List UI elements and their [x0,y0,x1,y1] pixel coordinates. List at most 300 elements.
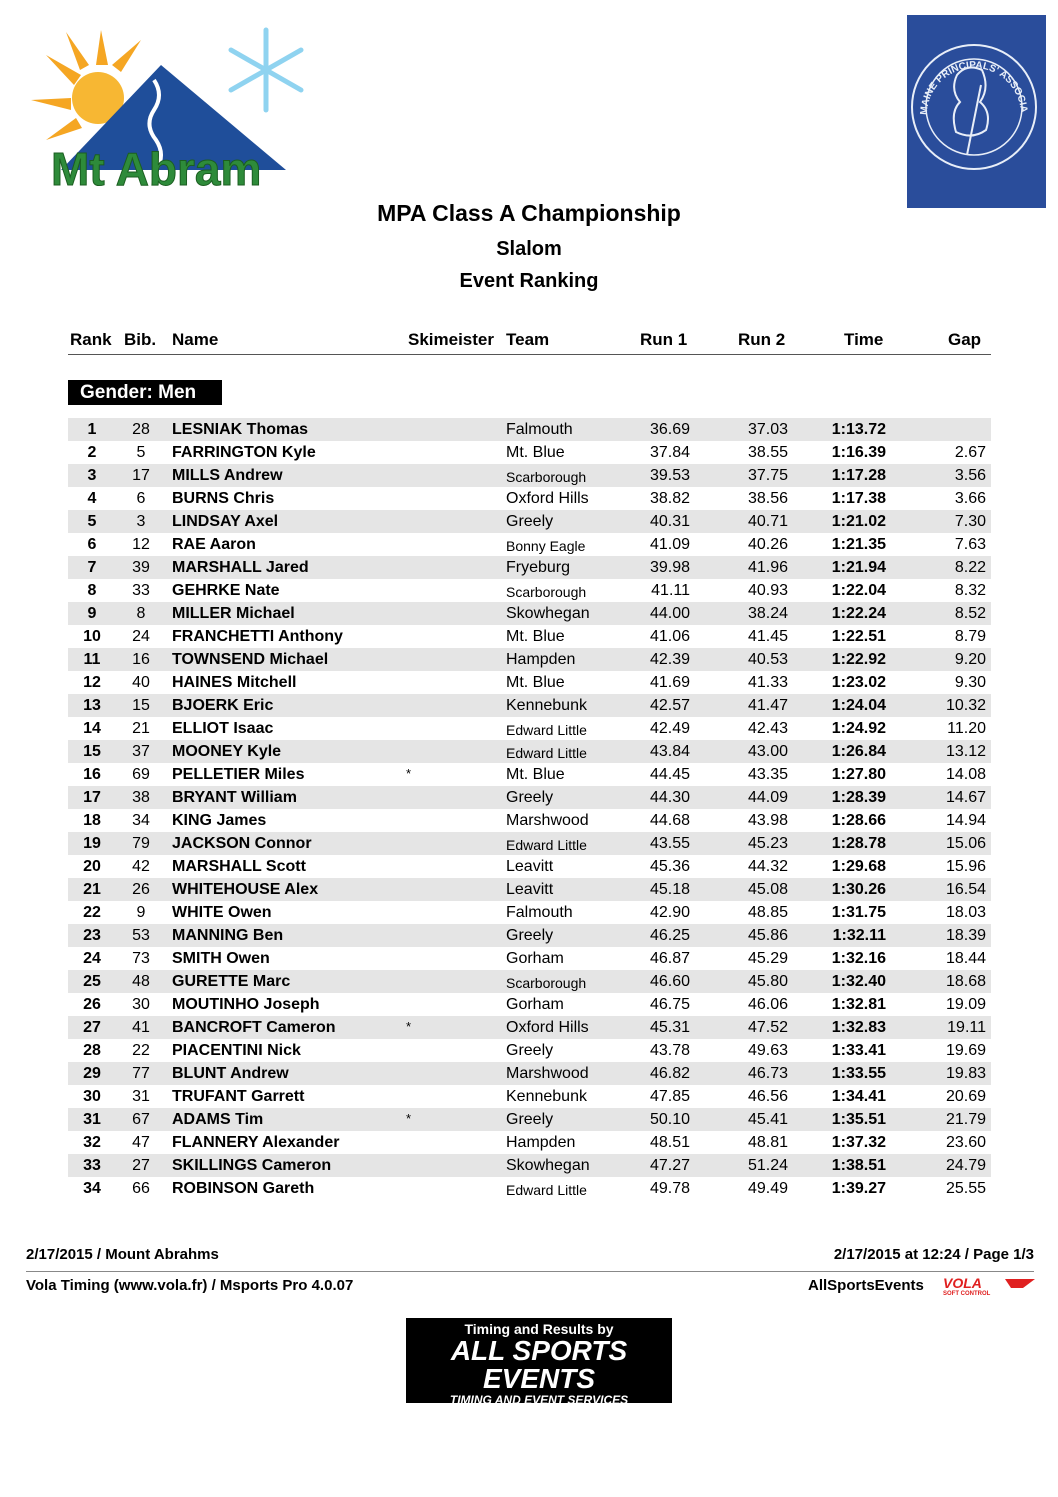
run1-cell: 44.68 [649,812,690,829]
table-row [68,487,991,510]
rank-cell: 1 [87,421,97,438]
table-row [68,786,991,809]
rank-cell: 15 [83,743,101,760]
team-cell: Scarborough [506,469,587,485]
header-name: Name [172,330,219,349]
bib-cell: 12 [132,536,150,553]
time-cell: 1:32.11 [832,927,886,944]
gap-cell: 8.32 [954,582,986,599]
table-row [68,625,991,648]
run1-cell: 46.87 [649,950,690,967]
run1-cell: 46.82 [649,1065,690,1082]
run1-cell: 44.30 [649,789,690,806]
table-row [68,1108,991,1131]
team-cell: Fryeburg [506,559,571,576]
run1-cell: 39.98 [649,559,690,576]
team-cell: Scarborough [506,975,587,991]
table-row [68,878,991,901]
time-cell: 1:17.38 [831,490,886,507]
run1-cell: 40.31 [649,513,690,530]
gap-cell: 19.69 [945,1042,986,1059]
run1-cell: 46.75 [649,996,690,1013]
bib-cell: 53 [132,927,150,944]
table-row [68,763,991,786]
mpa-seal-logo [907,15,1046,208]
footer-date-location: 2/17/2015 / Mount Abrahms [26,1246,219,1263]
gap-cell: 19.11 [947,1019,986,1036]
run1-cell: 47.27 [649,1157,690,1174]
team-cell: Leavitt [506,881,554,898]
rank-cell: 2 [87,444,97,461]
bib-cell: 28 [132,421,150,438]
table-row [68,441,991,464]
gap-cell: 19.83 [945,1065,986,1082]
name-cell: BRYANT William [172,789,297,806]
team-cell: Greely [506,789,554,806]
bib-cell: 40 [132,674,150,691]
bib-cell: 9 [136,904,146,921]
team-cell: Kennebunk [506,1088,587,1105]
table-row [68,1062,991,1085]
name-cell: LINDSAY Axel [172,513,279,530]
gap-cell: 20.69 [945,1088,986,1105]
name-cell: FARRINGTON Kyle [172,444,316,461]
team-cell: Leavitt [506,858,554,875]
run1-cell: 45.36 [649,858,690,875]
rank-cell: 17 [83,789,101,806]
bib-cell: 21 [132,720,150,737]
team-cell: Skowhegan [506,1157,590,1174]
header-gap: Gap [948,330,982,349]
run2-cell: 41.45 [747,628,788,645]
bib-cell: 39 [132,559,150,576]
team-cell: Edward Little [506,722,587,738]
table-row [68,1016,991,1039]
run1-cell: 43.78 [649,1042,690,1059]
time-cell: 1:28.78 [831,835,886,852]
run2-cell: 49.49 [747,1180,788,1197]
table-row [68,648,991,671]
rank-cell: 23 [83,927,101,944]
gap-cell: 21.79 [945,1111,986,1128]
run2-cell: 40.53 [747,651,788,668]
bib-cell: 31 [132,1088,150,1105]
run1-cell: 45.31 [649,1019,690,1036]
bib-cell: 79 [132,835,150,852]
team-cell: Skowhegan [506,605,590,622]
gap-cell: 14.08 [945,766,986,783]
rank-cell: 24 [83,950,101,967]
gap-cell: 18.44 [945,950,986,967]
team-cell: Marshwood [506,812,589,829]
rank-cell: 27 [83,1019,101,1036]
team-cell: Greely [506,927,554,944]
bib-cell: 73 [132,950,150,967]
gap-cell: 7.63 [954,536,986,553]
run2-cell: 48.85 [747,904,788,921]
run1-cell: 44.45 [649,766,690,783]
rank-cell: 31 [83,1111,101,1128]
gap-cell: 25.55 [945,1180,986,1197]
run1-cell: 45.18 [649,881,690,898]
run1-cell: 36.69 [649,421,690,438]
table-row [68,418,991,441]
run1-cell: 43.84 [649,743,690,760]
table-row [68,717,991,740]
run2-cell: 38.24 [747,605,788,622]
gap-cell: 19.09 [945,996,986,1013]
run1-cell: 42.57 [649,697,690,714]
rank-cell: 26 [83,996,101,1013]
run2-cell: 51.24 [747,1157,788,1174]
gap-cell: 24.79 [945,1157,986,1174]
time-cell: 1:30.26 [831,881,886,898]
rank-cell: 8 [87,582,97,599]
gap-cell: 14.94 [945,812,986,829]
time-cell: 1:32.40 [831,973,886,990]
run2-cell: 45.08 [747,881,788,898]
time-cell: 1:22.51 [831,628,886,645]
run1-cell: 37.84 [649,444,690,461]
footer-printed-page: 2/17/2015 at 12:24 / Page 1/3 [833,1246,1034,1263]
run2-cell: 40.26 [747,536,788,553]
rank-cell: 11 [83,651,101,668]
name-cell: WHITE Owen [172,904,272,921]
gap-cell: 13.12 [945,743,986,760]
team-cell: Oxford Hills [506,1019,589,1036]
run1-cell: 43.55 [649,835,690,852]
rank-cell: 3 [87,467,97,484]
event-title: MPA Class A Championship [377,200,681,226]
name-cell: BLUNT Andrew [172,1065,289,1082]
run2-cell: 45.86 [747,927,788,944]
rank-cell: 10 [83,628,101,645]
bib-cell: 15 [132,697,150,714]
gap-cell: 11.20 [947,720,986,737]
vola-logo [943,1276,1035,1296]
time-cell: 1:32.83 [831,1019,886,1036]
run1-cell: 46.25 [649,927,690,944]
discipline-title: Slalom [496,238,562,260]
team-cell: Mt. Blue [506,674,565,691]
table-row [68,533,991,556]
bib-cell: 24 [132,628,150,645]
time-cell: 1:27.80 [831,766,886,783]
header-bib: Bib. [124,330,157,349]
table-row [68,1154,991,1177]
bib-cell: 38 [132,789,150,806]
time-cell: 1:26.84 [831,743,886,760]
name-cell: PIACENTINI Nick [172,1042,301,1059]
name-cell: MARSHALL Scott [172,858,306,875]
table-row [68,832,991,855]
name-cell: LESNIAK Thomas [172,421,309,438]
table-row [68,556,991,579]
name-cell: WHITEHOUSE Alex [172,881,319,898]
table-row [68,464,991,487]
run1-cell: 47.85 [649,1088,690,1105]
skimeister-cell: * [406,1111,412,1126]
header-run2: Run 2 [738,330,786,349]
rank-cell: 22 [83,904,101,921]
run1-cell: 41.06 [649,628,690,645]
gap-cell: 23.60 [945,1134,986,1151]
rank-cell: 29 [83,1065,101,1082]
rank-cell: 25 [83,973,101,990]
bib-cell: 42 [132,858,150,875]
rank-cell: 28 [83,1042,101,1059]
report-title: Event Ranking [459,270,599,292]
run1-cell: 41.69 [649,674,690,691]
run2-cell: 47.52 [747,1019,788,1036]
gap-cell: 8.52 [954,605,986,622]
time-cell: 1:39.27 [831,1180,886,1197]
run2-cell: 43.98 [747,812,788,829]
name-cell: PELLETIER Miles [172,766,305,783]
gap-cell: 7.30 [954,513,986,530]
rank-cell: 19 [83,835,101,852]
gap-cell: 18.68 [945,973,986,990]
team-cell: Mt. Blue [506,766,565,783]
run1-cell: 41.09 [649,536,690,553]
team-cell: Gorham [506,950,564,967]
time-cell: 1:35.51 [831,1111,886,1128]
name-cell: ELLIOT Isaac [172,720,274,737]
allsportsevents-banner [406,1318,672,1422]
table-row [68,901,991,924]
rank-cell: 21 [83,881,101,898]
run1-cell: 44.00 [649,605,690,622]
gap-cell: 8.22 [954,559,986,576]
time-cell: 1:21.35 [831,536,886,553]
name-cell: MOUTINHO Joseph [172,996,320,1013]
team-cell: Edward Little [506,1182,587,1198]
footer-company: AllSportsEvents [808,1277,924,1294]
bib-cell: 34 [132,812,150,829]
team-cell: Greely [506,513,554,530]
svg-text:VOLA: VOLA [943,1276,982,1291]
run1-cell: 50.10 [649,1111,690,1128]
run1-cell: 42.49 [649,720,690,737]
time-cell: 1:22.04 [831,582,886,599]
gap-cell: 18.39 [945,927,986,944]
table-row [68,855,991,878]
footer-software: Vola Timing (www.vola.fr) / Msports Pro 4.0.07 [26,1277,354,1294]
run2-cell: 40.71 [747,513,788,530]
banner-url: www.allsportsevents.com [459,1407,619,1422]
table-header [68,326,991,355]
table-row [68,1039,991,1062]
gap-cell: 3.56 [954,467,986,484]
rank-cell: 14 [83,720,101,737]
team-cell: Marshwood [506,1065,589,1082]
time-cell: 1:23.02 [831,674,886,691]
rank-cell: 33 [83,1157,101,1174]
name-cell: HAINES Mitchell [172,674,297,691]
time-cell: 1:32.81 [831,996,886,1013]
gap-cell: 3.66 [954,490,986,507]
bib-cell: 5 [136,444,146,461]
team-cell: Greely [506,1042,554,1059]
name-cell: MANNING Ben [172,927,284,944]
rank-cell: 34 [83,1180,101,1197]
bib-cell: 30 [132,996,150,1013]
table-row [68,510,991,533]
bib-cell: 16 [132,651,150,668]
name-cell: BANCROFT Cameron [172,1019,336,1036]
run1-cell: 41.11 [651,582,690,599]
bib-cell: 33 [132,582,150,599]
mt-abram-logo [26,20,326,200]
name-cell: RAE Aaron [172,536,256,553]
run2-cell: 45.23 [747,835,788,852]
gap-cell: 9.30 [954,674,986,691]
bib-cell: 26 [132,881,150,898]
run2-cell: 37.75 [747,467,788,484]
header-run1: Run 1 [640,330,688,349]
name-cell: BJOERK Eric [172,697,274,714]
run2-cell: 41.33 [747,674,788,691]
team-cell: Edward Little [506,837,587,853]
name-cell: ROBINSON Gareth [172,1180,315,1197]
team-cell: Edward Little [506,745,587,761]
table-row [68,1131,991,1154]
run1-cell: 49.78 [649,1180,690,1197]
table-row [68,809,991,832]
bib-cell: 37 [132,743,150,760]
team-cell: Hampden [506,1134,576,1151]
bib-cell: 3 [136,513,146,530]
time-cell: 1:34.41 [831,1088,886,1105]
team-cell: Oxford Hills [506,490,589,507]
team-cell: Scarborough [506,584,587,600]
name-cell: MARSHALL Jared [172,559,309,576]
gap-cell: 16.54 [945,881,986,898]
team-cell: Mt. Blue [506,444,565,461]
team-cell: Kennebunk [506,697,587,714]
header-rank: Rank [70,330,112,349]
run2-cell: 45.80 [747,973,788,990]
skimeister-cell: * [406,766,412,781]
table-row [68,924,991,947]
snowflake-icon [231,30,301,110]
rank-cell: 20 [83,858,101,875]
run2-cell: 49.63 [747,1042,788,1059]
gap-cell: 8.79 [954,628,986,645]
run1-cell: 42.39 [649,651,690,668]
rank-cell: 6 [87,536,97,553]
bib-cell: 47 [132,1134,150,1151]
bib-cell: 66 [132,1180,150,1197]
time-cell: 1:33.41 [831,1042,886,1059]
team-cell: Mt. Blue [506,628,565,645]
svg-text:Mt Abram: Mt Abram [51,143,262,195]
name-cell: JACKSON Connor [172,835,312,852]
team-cell: Bonny Eagle [506,538,586,554]
table-row [68,579,991,602]
rank-cell: 4 [87,490,97,507]
table-row [68,694,991,717]
run2-cell: 41.47 [747,697,788,714]
gap-cell: 15.06 [945,835,986,852]
results-table [68,418,991,1200]
time-cell: 1:37.32 [831,1134,886,1151]
table-row [68,1177,991,1200]
bib-cell: 22 [132,1042,150,1059]
header-team: Team [506,330,550,349]
skimeister-cell: * [406,1019,412,1034]
run2-cell: 38.55 [747,444,788,461]
rank-cell: 32 [83,1134,101,1151]
svg-text:SOFT CONTROL: SOFT CONTROL [943,1291,991,1296]
time-cell: 1:21.94 [831,559,886,576]
run1-cell: 46.60 [649,973,690,990]
rank-cell: 16 [83,766,101,783]
run2-cell: 40.93 [747,582,788,599]
rank-cell: 9 [87,605,97,622]
name-cell: SKILLINGS Cameron [172,1157,332,1174]
rank-cell: 18 [83,812,101,829]
team-cell: Greely [506,1111,554,1128]
bib-cell: 67 [132,1111,150,1128]
bib-cell: 48 [132,973,150,990]
run2-cell: 42.43 [747,720,788,737]
name-cell: TOWNSEND Michael [172,651,329,668]
table-row [68,671,991,694]
table-row [68,1085,991,1108]
name-cell: SMITH Owen [172,950,270,967]
run1-cell: 39.53 [649,467,690,484]
gap-cell: 14.67 [945,789,986,806]
header-skimeister: Skimeister [408,330,494,349]
run1-cell: 38.82 [649,490,690,507]
run2-cell: 44.32 [747,858,788,875]
bib-cell: 69 [132,766,150,783]
name-cell: GURETTE Marc [172,973,291,990]
time-cell: 1:24.04 [831,697,886,714]
name-cell: MILLER Michael [172,605,295,622]
team-cell: Falmouth [506,904,573,921]
run2-cell: 46.73 [747,1065,788,1082]
bib-cell: 8 [136,605,146,622]
gap-cell: 2.67 [954,444,986,461]
table-row [68,993,991,1016]
run1-cell: 48.51 [649,1134,690,1151]
banner-line3: TIMING AND EVENT SERVICES [449,1393,629,1407]
banner-line1: Timing and Results by [464,1321,614,1337]
run2-cell: 45.41 [747,1111,788,1128]
time-cell: 1:17.28 [831,467,886,484]
gap-cell: 18.03 [945,904,986,921]
table-row [68,602,991,625]
team-cell: Gorham [506,996,564,1013]
bib-cell: 77 [132,1065,150,1082]
time-cell: 1:38.51 [831,1157,886,1174]
name-cell: TRUFANT Garrett [172,1088,305,1105]
time-cell: 1:33.55 [831,1065,886,1082]
name-cell: BURNS Chris [172,490,275,507]
name-cell: ADAMS Tim [172,1111,264,1128]
footer-divider [26,1271,1034,1272]
run1-cell: 42.90 [649,904,690,921]
team-cell: Falmouth [506,421,573,438]
run2-cell: 38.56 [747,490,788,507]
run2-cell: 46.56 [747,1088,788,1105]
banner-line2: ALL SPORTS EVENTS [450,1335,628,1394]
svg-text:MAINE PRINCIPALS' ASSOCIATION: MAINE PRINCIPALS' ASSOCIA [918,59,1029,116]
rank-cell: 5 [87,513,97,530]
table-row [68,740,991,763]
